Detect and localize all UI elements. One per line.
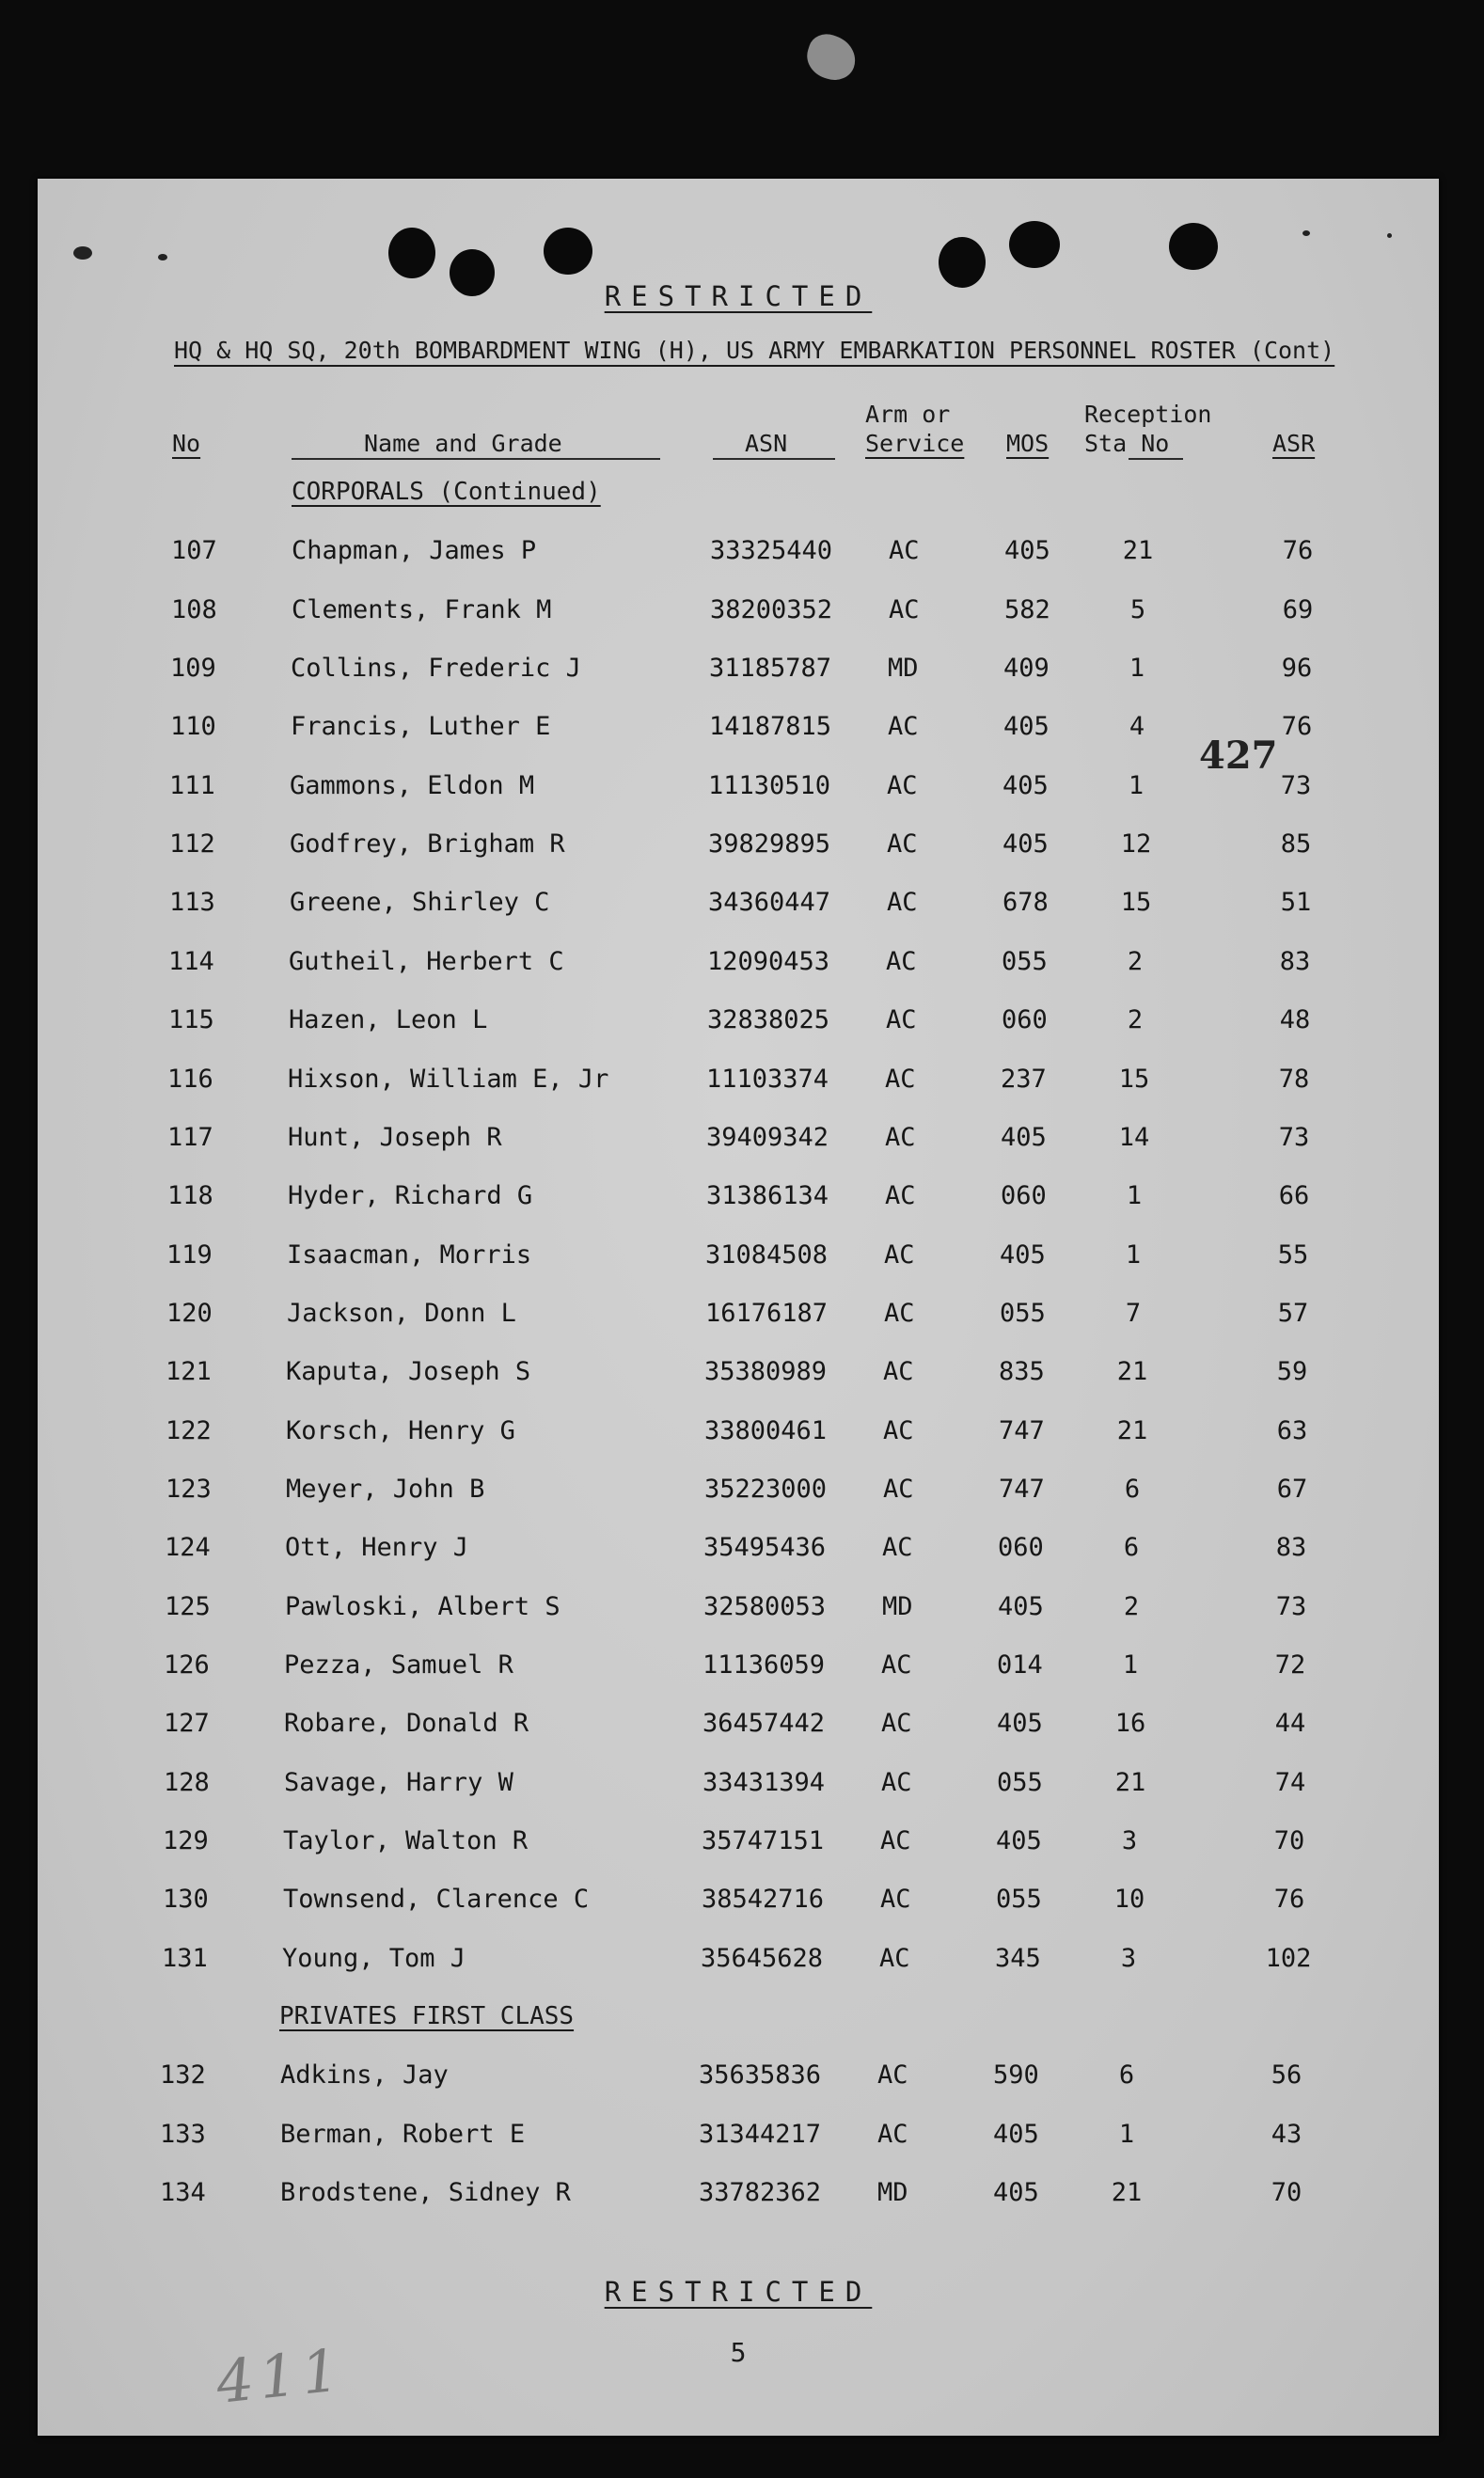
- entry-reception-station: 16: [1114, 1709, 1146, 1738]
- entry-asn: 34360447: [708, 888, 831, 917]
- entry-name: Taylor, Walton R: [283, 1826, 529, 1855]
- entry-mos: 405: [997, 1709, 1043, 1738]
- roster-row: [38, 888, 1439, 925]
- entry-arm-service: AC: [888, 712, 919, 741]
- entry-mos: 345: [995, 1944, 1041, 1973]
- roster-row: [38, 1592, 1439, 1630]
- roster-row: [38, 1181, 1439, 1219]
- punch-hole: [1009, 221, 1060, 268]
- entry-mos: 055: [996, 1885, 1042, 1914]
- entry-name: Ott, Henry J: [285, 1533, 469, 1562]
- entry-reception-station: 2: [1127, 947, 1144, 976]
- entry-reception-station: 1: [1125, 1240, 1142, 1270]
- entry-asr: 85: [1280, 829, 1312, 859]
- roster-row: [38, 829, 1439, 867]
- entry-asr: 83: [1279, 947, 1311, 976]
- entry-asr: 73: [1275, 1592, 1307, 1621]
- entry-name: Francis, Luther E: [291, 712, 551, 741]
- entry-arm-service: MD: [888, 654, 919, 683]
- col-header-arm-line1: Arm or: [865, 401, 951, 428]
- roster-row: [38, 2060, 1439, 2098]
- entry-number: 123: [166, 1475, 212, 1504]
- entry-arm-service: AC: [886, 1005, 917, 1034]
- entry-arm-service: AC: [887, 888, 918, 917]
- entry-asr: 83: [1275, 1533, 1307, 1562]
- entry-asn: 33800461: [704, 1416, 828, 1445]
- entry-asn: 35747151: [702, 1826, 825, 1855]
- entry-arm-service: AC: [880, 1885, 911, 1914]
- entry-number: 124: [165, 1533, 211, 1562]
- entry-arm-service: AC: [885, 1065, 916, 1094]
- entry-number: 130: [163, 1885, 209, 1914]
- col-header-arm-line2: Service: [865, 430, 965, 457]
- entry-name: Jackson, Donn L: [287, 1299, 516, 1328]
- roster-row: [38, 1123, 1439, 1160]
- col-header-name: Name and Grade: [364, 430, 562, 457]
- entry-asr: 70: [1271, 2178, 1302, 2207]
- entry-asn: 35645628: [701, 1944, 824, 1973]
- entry-number: 117: [167, 1123, 213, 1152]
- entry-asn: 36457442: [703, 1709, 826, 1738]
- entry-asr: 48: [1279, 1005, 1311, 1034]
- roster-row: [38, 2120, 1439, 2157]
- entry-asr: 44: [1274, 1709, 1306, 1738]
- entry-arm-service: AC: [887, 829, 918, 859]
- entry-asn: 35495436: [703, 1533, 827, 1562]
- entry-mos: 060: [1001, 1181, 1047, 1210]
- entry-arm-service: AC: [889, 595, 920, 624]
- entry-arm-service: AC: [883, 1357, 914, 1386]
- roster-row: [38, 947, 1439, 985]
- entry-arm-service: AC: [889, 536, 920, 565]
- entry-mos: 405: [998, 1592, 1044, 1621]
- entry-name: Hixson, William E, Jr: [288, 1065, 609, 1094]
- entry-mos: 582: [1004, 595, 1050, 624]
- entry-arm-service: AC: [882, 1533, 913, 1562]
- entry-reception-station: 1: [1129, 654, 1145, 683]
- entry-asn: 33325440: [710, 536, 833, 565]
- entry-reception-station: 10: [1113, 1885, 1145, 1914]
- roster-row: [38, 1768, 1439, 1806]
- entry-arm-service: MD: [877, 2178, 908, 2207]
- entry-name: Gutheil, Herbert C: [289, 947, 564, 976]
- entry-asn: 38200352: [710, 595, 833, 624]
- col-header-no: No: [172, 430, 201, 457]
- paper-scrap: [801, 29, 861, 86]
- section-title: CORPORALS (Continued): [292, 478, 601, 506]
- entry-mos: 590: [993, 2060, 1039, 2090]
- entry-mos: 405: [993, 2120, 1039, 2149]
- entry-number: 129: [163, 1826, 209, 1855]
- entry-reception-station: 21: [1116, 1416, 1148, 1445]
- entry-name: Chapman, James P: [292, 536, 537, 565]
- entry-number: 111: [169, 771, 215, 800]
- page-number: 5: [730, 2337, 747, 2368]
- entry-number: 112: [169, 829, 215, 859]
- entry-asr: 72: [1274, 1650, 1306, 1680]
- stamped-number: 427: [1199, 734, 1278, 778]
- entry-asr: 55: [1277, 1240, 1309, 1270]
- entry-arm-service: AC: [886, 947, 917, 976]
- entry-number: 131: [162, 1944, 208, 1973]
- entry-asr: 56: [1271, 2060, 1302, 2090]
- entry-number: 127: [164, 1709, 210, 1738]
- entry-mos: 237: [1001, 1065, 1047, 1094]
- entry-number: 128: [164, 1768, 210, 1797]
- entry-name: Hazen, Leon L: [289, 1005, 488, 1034]
- entry-number: 133: [160, 2120, 206, 2149]
- col-header-sta-rule: [1129, 458, 1183, 460]
- entry-reception-station: 6: [1124, 1475, 1141, 1504]
- entry-asn: 31185787: [709, 654, 832, 683]
- entry-asn: 32838025: [707, 1005, 830, 1034]
- entry-arm-service: AC: [879, 1944, 910, 1973]
- entry-asn: 35223000: [704, 1475, 828, 1504]
- entry-asr: 43: [1271, 2120, 1302, 2149]
- roster-row: [38, 1533, 1439, 1570]
- entry-asn: 32580053: [703, 1592, 827, 1621]
- entry-asr: 69: [1282, 595, 1314, 624]
- entry-reception-station: 1: [1128, 771, 1145, 800]
- entry-asn: 14187815: [709, 712, 832, 741]
- entry-number: 120: [166, 1299, 213, 1328]
- col-header-sta-line2: Sta No: [1084, 430, 1170, 457]
- roster-page: [38, 179, 1439, 2436]
- entry-reception-station: 5: [1129, 595, 1146, 624]
- entry-name: Adkins, Jay: [280, 2060, 449, 2090]
- entry-name: Berman, Robert E: [280, 2120, 526, 2149]
- entry-reception-station: 15: [1118, 1065, 1150, 1094]
- entry-name: Pawloski, Albert S: [285, 1592, 560, 1621]
- entry-mos: 747: [999, 1416, 1045, 1445]
- entry-mos: 678: [1002, 888, 1049, 917]
- roster-title: HQ & HQ SQ, 20th BOMBARDMENT WING (H), US ARMY EMBARKATION PERSONNEL ROSTER (Cont): [174, 337, 1335, 364]
- entry-number: 110: [170, 712, 216, 741]
- entry-asr: 59: [1276, 1357, 1308, 1386]
- entry-mos: 060: [1002, 1005, 1048, 1034]
- entry-asn: 11103374: [706, 1065, 829, 1094]
- punch-hole: [388, 228, 435, 278]
- entry-number: 115: [168, 1005, 214, 1034]
- roster-row: [38, 654, 1439, 691]
- entry-reception-station: 14: [1118, 1123, 1150, 1152]
- entry-asr: 73: [1278, 1123, 1310, 1152]
- entry-number: 118: [167, 1181, 213, 1210]
- entry-name: Collins, Frederic J: [291, 654, 581, 683]
- entry-mos: 405: [1001, 1123, 1047, 1152]
- entry-mos: 405: [1003, 712, 1050, 741]
- entry-arm-service: AC: [883, 1475, 914, 1504]
- entry-reception-station: 1: [1118, 2120, 1135, 2149]
- entry-arm-service: AC: [885, 1123, 916, 1152]
- roster-row: [38, 1944, 1439, 1981]
- entry-asn: 16176187: [705, 1299, 829, 1328]
- col-header-name-rule: [292, 458, 660, 460]
- entry-name: Isaacman, Morris: [287, 1240, 532, 1270]
- entry-number: 113: [169, 888, 215, 917]
- entry-asr: 76: [1273, 1885, 1305, 1914]
- entry-number: 108: [171, 595, 217, 624]
- entry-reception-station: 2: [1123, 1592, 1140, 1621]
- entry-number: 121: [166, 1357, 212, 1386]
- entry-asr: 63: [1276, 1416, 1308, 1445]
- col-header-asn: ASN: [745, 430, 788, 457]
- entry-name: Godfrey, Brigham R: [290, 829, 565, 859]
- entry-asn: 35635836: [699, 2060, 822, 2090]
- entry-asn: 38542716: [702, 1885, 825, 1914]
- entry-mos: 405: [1002, 829, 1049, 859]
- entry-asn: 35380989: [704, 1357, 828, 1386]
- roster-row: [38, 1475, 1439, 1512]
- entry-mos: 405: [993, 2178, 1039, 2207]
- entry-arm-service: AC: [881, 1768, 912, 1797]
- entry-arm-service: AC: [881, 1650, 912, 1680]
- entry-asn: 31344217: [699, 2120, 822, 2149]
- entry-asr: 66: [1278, 1181, 1310, 1210]
- entry-name: Townsend, Clarence C: [283, 1885, 590, 1914]
- entry-asr: 67: [1276, 1475, 1308, 1504]
- entry-reception-station: 12: [1120, 829, 1152, 859]
- roster-row: [38, 1416, 1439, 1454]
- entry-asr: 96: [1281, 654, 1313, 683]
- entry-mos: 405: [1004, 536, 1050, 565]
- entry-name: Meyer, John B: [286, 1475, 485, 1504]
- entry-reception-station: 1: [1126, 1181, 1143, 1210]
- roster-row: [38, 595, 1439, 633]
- roster-row: [38, 1826, 1439, 1864]
- entry-name: Robare, Donald R: [284, 1709, 529, 1738]
- entry-asr: 78: [1278, 1065, 1310, 1094]
- entry-number: 132: [160, 2060, 206, 2090]
- entry-arm-service: AC: [887, 771, 918, 800]
- entry-reception-station: 21: [1111, 2178, 1143, 2207]
- entry-mos: 014: [997, 1650, 1043, 1680]
- entry-reception-station: 6: [1118, 2060, 1135, 2090]
- entry-number: 125: [165, 1592, 211, 1621]
- entry-asn: 31084508: [705, 1240, 829, 1270]
- entry-arm-service: MD: [882, 1592, 913, 1621]
- entry-number: 134: [160, 2178, 206, 2207]
- entry-reception-station: 1: [1122, 1650, 1139, 1680]
- entry-name: Hyder, Richard G: [288, 1181, 533, 1210]
- roster-row: [38, 1709, 1439, 1746]
- entry-mos: 060: [998, 1533, 1044, 1562]
- roster-row: [38, 1005, 1439, 1043]
- entry-name: Brodstene, Sidney R: [280, 2178, 571, 2207]
- entry-name: Gammons, Eldon M: [290, 771, 535, 800]
- roster-row: [38, 1240, 1439, 1278]
- entry-arm-service: AC: [877, 2060, 908, 2090]
- entry-reception-station: 3: [1120, 1944, 1137, 1973]
- entry-arm-service: AC: [877, 2120, 908, 2149]
- entry-reception-station: 6: [1123, 1533, 1140, 1562]
- entry-name: Greene, Shirley C: [290, 888, 550, 917]
- entry-mos: 835: [999, 1357, 1045, 1386]
- roster-row: [38, 1885, 1439, 1922]
- entry-name: Young, Tom J: [282, 1944, 466, 1973]
- entry-mos: 747: [999, 1475, 1045, 1504]
- entry-number: 119: [166, 1240, 213, 1270]
- ink-speck: [1302, 230, 1310, 236]
- entry-name: Pezza, Samuel R: [284, 1650, 513, 1680]
- entry-asn: 33782362: [699, 2178, 822, 2207]
- entry-asn: 33431394: [703, 1768, 826, 1797]
- entry-asn: 39409342: [706, 1123, 829, 1152]
- roster-row: [38, 1357, 1439, 1395]
- entry-number: 109: [170, 654, 216, 683]
- entry-asn: 39829895: [708, 829, 831, 859]
- col-header-mos: MOS: [1006, 430, 1050, 457]
- roster-row: [38, 1299, 1439, 1336]
- entry-reception-station: 21: [1122, 536, 1154, 565]
- entry-asn: 31386134: [706, 1181, 829, 1210]
- entry-arm-service: AC: [881, 1709, 912, 1738]
- entry-reception-station: 3: [1121, 1826, 1138, 1855]
- col-header-asr: ASR: [1272, 430, 1316, 457]
- section-title: PRIVATES FIRST CLASS: [279, 2002, 575, 2030]
- col-header-sta-line1: Reception: [1084, 401, 1212, 428]
- entry-asr: 70: [1273, 1826, 1305, 1855]
- entry-asn: 11136059: [703, 1650, 826, 1680]
- roster-row: [38, 1650, 1439, 1688]
- punch-hole: [544, 228, 592, 275]
- ink-speck: [1387, 233, 1392, 238]
- roster-row: [38, 536, 1439, 574]
- roster-row: [38, 1065, 1439, 1102]
- entry-name: Kaputa, Joseph S: [286, 1357, 531, 1386]
- entry-name: Korsch, Henry G: [286, 1416, 515, 1445]
- entry-arm-service: AC: [880, 1826, 911, 1855]
- entry-number: 107: [171, 536, 217, 565]
- entry-mos: 405: [1000, 1240, 1046, 1270]
- entry-reception-station: 21: [1116, 1357, 1148, 1386]
- entry-arm-service: AC: [884, 1299, 915, 1328]
- ink-speck: [73, 246, 92, 260]
- entry-mos: 405: [1002, 771, 1049, 800]
- entry-asr: 74: [1274, 1768, 1306, 1797]
- entry-reception-station: 2: [1127, 1005, 1144, 1034]
- entry-arm-service: AC: [883, 1416, 914, 1445]
- entry-reception-station: 7: [1125, 1299, 1142, 1328]
- entry-number: 122: [166, 1416, 212, 1445]
- entry-name: Hunt, Joseph R: [288, 1123, 502, 1152]
- handwritten-note: 411: [213, 2335, 348, 2417]
- entry-arm-service: AC: [885, 1181, 916, 1210]
- classification-footer: RESTRICTED: [604, 2276, 873, 2308]
- entry-reception-station: 21: [1114, 1768, 1146, 1797]
- entry-mos: 055: [1002, 947, 1048, 976]
- entry-asn: 12090453: [707, 947, 830, 976]
- entry-asr: 57: [1277, 1299, 1309, 1328]
- roster-row: [38, 2178, 1439, 2216]
- punch-hole: [1169, 223, 1218, 270]
- entry-number: 114: [168, 947, 214, 976]
- classification-header: RESTRICTED: [604, 280, 873, 312]
- entry-mos: 405: [996, 1826, 1042, 1855]
- ink-speck: [158, 254, 167, 260]
- entry-arm-service: AC: [884, 1240, 915, 1270]
- entry-mos: 409: [1003, 654, 1050, 683]
- entry-mos: 055: [1000, 1299, 1046, 1328]
- entry-asr: 73: [1280, 771, 1312, 800]
- col-header-asn-rule: [713, 458, 835, 460]
- entry-number: 116: [167, 1065, 213, 1094]
- entry-asn: 11130510: [708, 771, 831, 800]
- entry-asr: 76: [1282, 536, 1314, 565]
- entry-name: Clements, Frank M: [292, 595, 552, 624]
- entry-reception-station: 4: [1129, 712, 1145, 741]
- entry-asr: 102: [1265, 1944, 1312, 1973]
- entry-asr: 76: [1281, 712, 1313, 741]
- entry-reception-station: 15: [1120, 888, 1152, 917]
- entry-mos: 055: [997, 1768, 1043, 1797]
- entry-asr: 51: [1280, 888, 1312, 917]
- entry-number: 126: [164, 1650, 210, 1680]
- entry-name: Savage, Harry W: [284, 1768, 513, 1797]
